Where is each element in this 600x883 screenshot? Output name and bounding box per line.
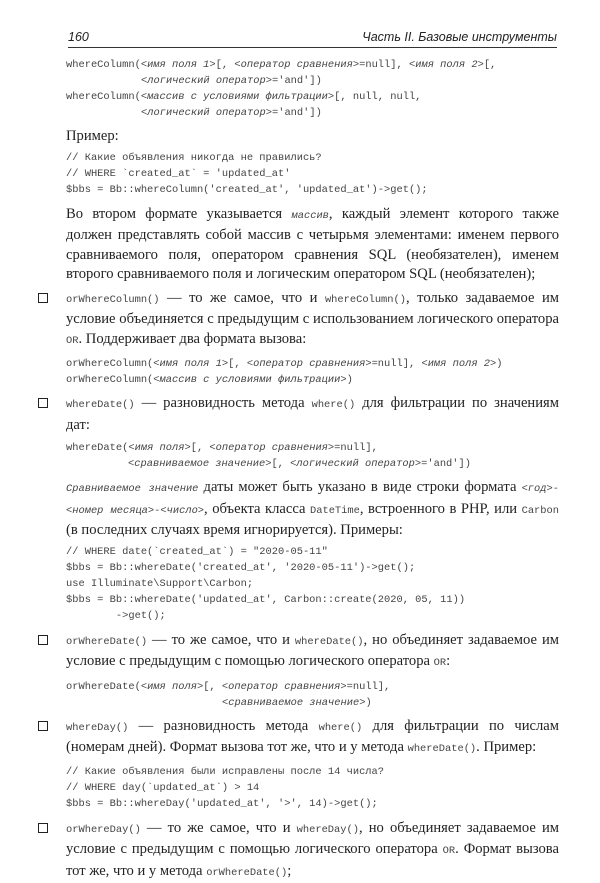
checkbox-bullet-icon — [38, 398, 48, 408]
code-line: ->get(); — [66, 608, 559, 624]
page-content — [66, 57, 559, 883]
code-example-1 — [66, 150, 559, 198]
code-line: // WHERE `created_at` = 'updated_at' — [66, 166, 559, 182]
code-line: orWhereDate(<имя поля>[, <оператор сравнения>=null], — [66, 679, 559, 695]
list-item-whereday: whereDay() — разновидность метода where() для фильтрации по числам (номерам дней). Формат вызова тот же, что и у метода whereDate(). Пример: — [66, 717, 559, 760]
code-line: <сравниваемое значение>) — [66, 695, 559, 711]
list-item-orwheredate: orWhereDate() — то же самое, что и whereDate(), но объединяет задаваемое им условие с предыдущим с помощью логического оператора OR: — [66, 631, 559, 674]
code-line: orWhereColumn(<массив с условиями фильтрации>) — [66, 372, 559, 388]
paragraph-second-format: Во втором формате указывается массив, каждый элемент которого также должен представлять собой массив с четырьмя элементами: именем первого сравниваемого поля, оператором сравнения SQL (необязателен), именем второго сравниваемого поля и логическим оператором SQL (необязателен); — [66, 205, 559, 285]
code-line: whereColumn(<массив с условиями фильтрации>[, null, null, — [66, 89, 559, 105]
code-example-3 — [66, 764, 559, 812]
list-item-wheredate: whereDate() — разновидность метода where() для фильтрации по значениям дат: — [66, 394, 559, 435]
code-line: $bbs = Bb::whereDate('updated_at', Carbon::create(2020, 05, 11)) — [66, 592, 559, 608]
page-number: 160 — [68, 30, 89, 44]
code-line: // Какие объявления никогда не правились? — [66, 150, 559, 166]
code-line: use Illuminate\Support\Carbon; — [66, 576, 559, 592]
code-line: whereDate(<имя поля>[, <оператор сравнения>=null], — [66, 440, 559, 456]
code-line: $bbs = Bb::whereDate('created_at', '2020-05-11')->get(); — [66, 560, 559, 576]
section-title: Часть II. Базовые инструменты — [362, 30, 557, 44]
checkbox-bullet-icon — [38, 721, 48, 731]
list-item-orwhereday: orWhereDay() — то же самое, что и whereDay(), но объединяет задаваемое им условие с предыдущим с помощью логического оператора OR. Формат вызова тот же, что и у метода orWhereDate(); — [66, 819, 559, 883]
code-line: $bbs = Bb::whereDay('updated_at', '>', 14)->get(); — [66, 796, 559, 812]
code-line: $bbs = Bb::whereColumn('created_at', 'updated_at')->get(); — [66, 182, 559, 198]
example-label: Пример: — [66, 127, 559, 147]
code-example-2 — [66, 544, 559, 624]
code-line: <логический оператор>='and']) — [66, 105, 559, 121]
code-signature-orwheredate — [66, 679, 559, 711]
checkbox-bullet-icon — [38, 823, 48, 833]
code-line: <сравниваемое значение>[, <логический оператор>='and']) — [66, 456, 559, 472]
code-line: // Какие объявления были исправлены после 14 числа? — [66, 764, 559, 780]
checkbox-bullet-icon — [38, 293, 48, 303]
code-line: whereColumn(<имя поля 1>[, <оператор сравнения>=null], <имя поля 2>[, — [66, 57, 559, 73]
code-signature-wherecolumn — [66, 57, 559, 121]
code-line: // WHERE day(`updated_at`) > 14 — [66, 780, 559, 796]
list-item-orwherecolumn: orWhereColumn() — то же самое, что и whereColumn(), только задаваемое им условие объединяется с предыдущим с использованием логического оператора OR. Поддерживает два формата вызова: — [66, 289, 559, 352]
paragraph-compare-value: Сравниваемое значение даты может быть указано в виде строки формата <год>-<номер месяца>-<число>, объекта класса DateTime, встроенного в PHP, или Carbon (в последних случаях время игнорируется). Примеры: — [66, 478, 559, 541]
code-signature-orwherecolumn — [66, 356, 559, 388]
checkbox-bullet-icon — [38, 635, 48, 645]
code-line: // WHERE date(`created_at`) = "2020-05-11" — [66, 544, 559, 560]
code-line: <логический оператор>='and']) — [66, 73, 559, 89]
page-header — [68, 30, 557, 48]
code-signature-wheredate — [66, 440, 559, 472]
code-line: orWhereColumn(<имя поля 1>[, <оператор сравнения>=null], <имя поля 2>) — [66, 356, 559, 372]
